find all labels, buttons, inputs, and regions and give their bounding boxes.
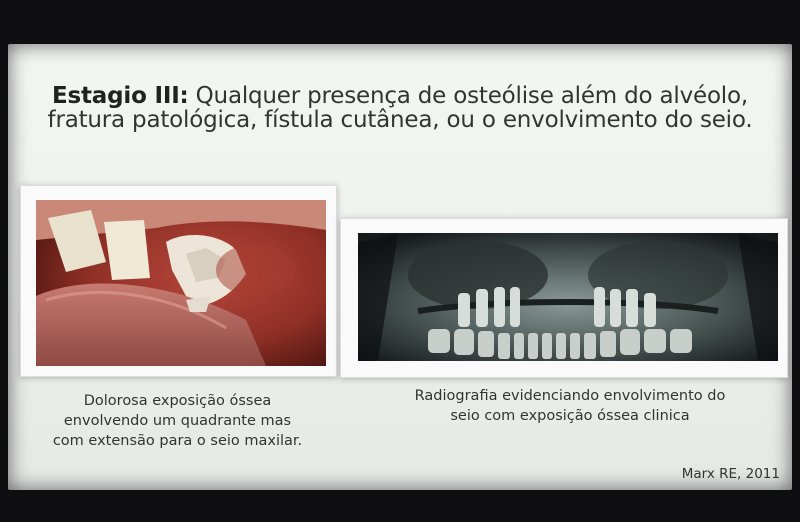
stage-label: Estagio III: — [52, 83, 189, 109]
title-line-1 — [12, 84, 788, 108]
caption-line: com extensão para o seio maxilar. — [52, 433, 303, 449]
radiograph-caption — [370, 386, 770, 426]
caption-line: seio com exposição óssea clinica — [450, 408, 690, 424]
clinical-photo-caption — [20, 391, 335, 451]
panoramic-radiograph — [358, 233, 778, 361]
caption-line: Radiografia evidenciando envolvimento do — [414, 388, 726, 404]
caption-line: Dolorosa exposição óssea — [83, 393, 272, 409]
slide-title — [12, 84, 788, 132]
caption-line: envolvendo um quadrante mas — [63, 413, 292, 429]
title-text-1: Qualquer presença de osteólise além do alvéolo, — [188, 83, 748, 109]
title-line-2: fratura patológica, fístula cutânea, ou o envolvimento do seio. — [47, 107, 753, 133]
reference-citation: Marx RE, 2011 — [681, 466, 780, 482]
clinical-photo — [36, 200, 326, 366]
